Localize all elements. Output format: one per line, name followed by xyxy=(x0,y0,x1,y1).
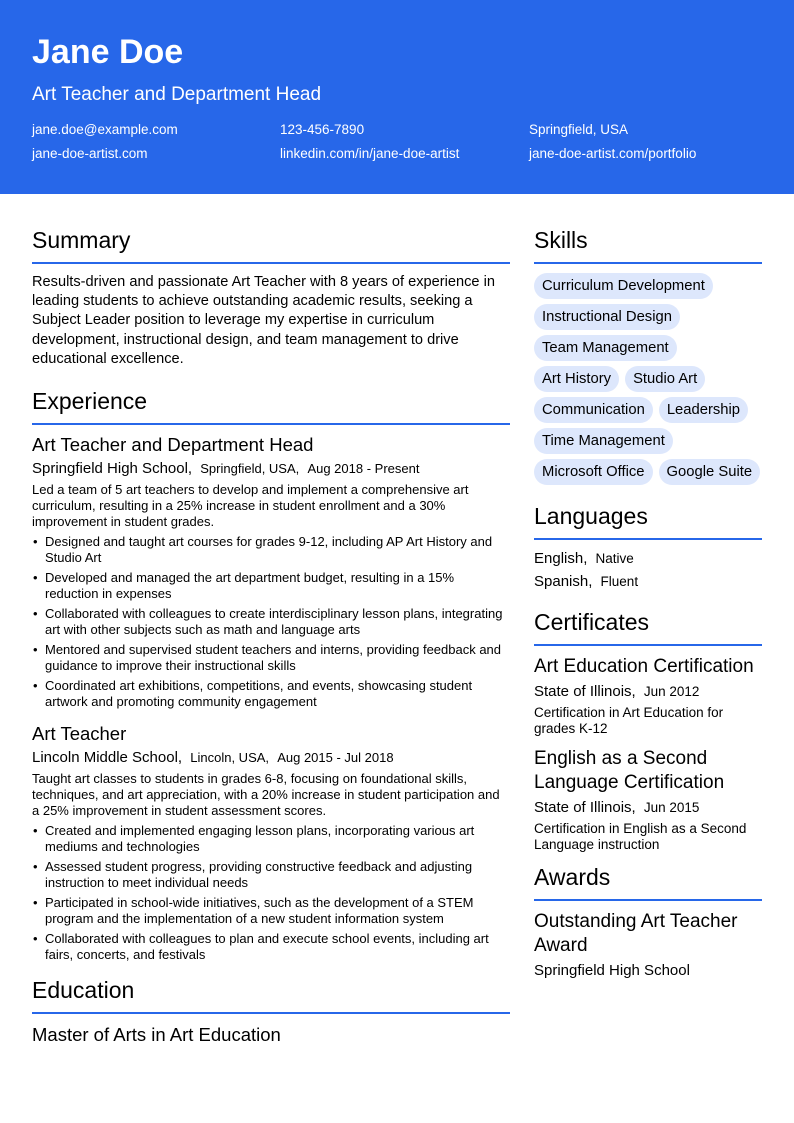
certificate-issuer: State of Illinois, xyxy=(534,799,636,816)
certificates-section xyxy=(534,608,762,853)
award-title: Outstanding Art Teacher Award xyxy=(534,911,738,956)
awards-heading: Awards xyxy=(534,863,762,901)
certificate-meta xyxy=(534,682,762,702)
contact-linkedin[interactable]: linkedin.com/in/jane-doe-artist xyxy=(280,146,460,161)
main-column xyxy=(32,226,510,1046)
certificates-heading: Certificates xyxy=(534,608,762,646)
job-entry xyxy=(32,723,510,963)
job-bullet: • Participated in school-wide initiatives, such as the development of a STEM program and the implementation of a new student information system xyxy=(32,895,510,927)
job-meta xyxy=(32,459,510,479)
contact-phone[interactable]: 123-456-7890 xyxy=(280,122,365,137)
language-item xyxy=(534,572,762,592)
job-title: Art Teacher and Department Head xyxy=(32,434,314,456)
skills-heading: Skills xyxy=(534,226,762,264)
certificate-item xyxy=(534,747,762,853)
certificate-title: English as a Second Language Certification xyxy=(534,748,725,793)
skill-chip: Instructional Design xyxy=(534,304,680,330)
language-item xyxy=(534,549,762,569)
certificate-issuer: State of Illinois, xyxy=(534,683,636,700)
job-org: Springfield High School, xyxy=(32,460,193,478)
job-description: Led a team of 5 art teachers to develop and implement a comprehensive art curriculum, resulting in a 25% increase in student enrollment and a 30% improvement in student grades. xyxy=(32,482,469,530)
experience-section xyxy=(32,387,510,963)
job-title: Art Teacher xyxy=(32,723,127,745)
job-entry xyxy=(32,434,510,710)
job-description: Taught art classes to students in grades 6-8, focusing on foundational skills, techniques, and art appreciation, with a 20% increase in student participation and a 25% improvement in student assessment scores. xyxy=(32,771,500,819)
skill-chip: Studio Art xyxy=(625,366,705,392)
job-bullet: • Designed and taught art courses for grades 9-12, including AP Art History and Studio Art xyxy=(32,534,510,566)
job-bullet: • Mentored and supervised student teachers and interns, providing feedback and guidance to improve their instructional skills xyxy=(32,642,510,674)
job-dates: Aug 2015 - Jul 2018 xyxy=(277,750,394,766)
contact-location: Springfield, USA xyxy=(529,122,629,137)
job-bullet: • Coordinated art exhibitions, competitions, and events, showcasing student artwork and promoting community engagement xyxy=(32,678,510,710)
certificate-meta xyxy=(534,798,762,818)
languages-section xyxy=(534,502,762,592)
contact-website[interactable]: jane-doe-artist.com xyxy=(32,146,148,161)
summary-heading: Summary xyxy=(32,226,510,264)
contact-email[interactable]: jane.doe@example.com xyxy=(32,122,178,137)
language-level: Native xyxy=(595,551,634,566)
skill-chip: Leadership xyxy=(659,397,748,423)
side-column xyxy=(534,226,762,981)
skill-chip: Team Management xyxy=(534,335,677,361)
summary-section xyxy=(32,226,510,369)
skills-list xyxy=(534,273,762,485)
certificate-description: Certification in Art Education for grades K-12 xyxy=(534,705,724,736)
job-bullet: • Collaborated with colleagues to plan and execute school events, including art fairs, concerts, and festivals xyxy=(32,931,510,963)
certificate-date: Jun 2012 xyxy=(643,684,700,699)
certificate-item xyxy=(534,655,762,737)
job-dates: Aug 2018 - Present xyxy=(307,461,420,477)
skill-chip: Curriculum Development xyxy=(534,273,713,299)
job-bullet: • Assessed student progress, providing constructive feedback and adjusting instruction to meet individual needs xyxy=(32,859,510,891)
skill-chip: Microsoft Office xyxy=(534,459,653,485)
skill-chip: Google Suite xyxy=(659,459,761,485)
language-name: English, xyxy=(534,550,588,567)
skill-chip: Art History xyxy=(534,366,619,392)
summary-text: Results-driven and passionate Art Teacher with 8 years of experience in leading students to achieve outstanding academic results, seeking a Subject Leader position to leverage my expertise in curriculum development, instructional design, and team management to drive educational excellence. xyxy=(32,274,495,367)
candidate-name: Jane Doe xyxy=(32,33,184,71)
awards-section xyxy=(534,863,762,981)
certificate-date: Jun 2015 xyxy=(643,800,700,815)
job-bullets xyxy=(32,823,510,963)
certificate-description: Certification in English as a Second Language instruction xyxy=(534,821,747,852)
language-level: Fluent xyxy=(600,574,639,589)
education-heading: Education xyxy=(32,976,510,1014)
job-location: Springfield, USA, xyxy=(200,461,300,477)
job-location: Lincoln, USA, xyxy=(190,750,270,766)
skill-chip: Communication xyxy=(534,397,653,423)
job-org: Lincoln Middle School, xyxy=(32,749,183,767)
resume-header xyxy=(0,0,794,194)
candidate-title: Art Teacher and Department Head xyxy=(32,84,322,105)
job-bullet: • Created and implemented engaging lesson plans, incorporating various art mediums and technologies xyxy=(32,823,510,855)
language-name: Spanish, xyxy=(534,573,593,590)
contact-portfolio[interactable]: jane-doe-artist.com/portfolio xyxy=(529,146,697,161)
experience-heading: Experience xyxy=(32,387,510,425)
education-degree: Master of Arts in Art Education xyxy=(32,1024,281,1046)
skill-chip: Time Management xyxy=(534,428,673,454)
award-org: Springfield High School xyxy=(534,962,690,979)
languages-heading: Languages xyxy=(534,502,762,540)
certificate-title: Art Education Certification xyxy=(534,656,754,677)
skills-section xyxy=(534,226,762,485)
job-bullet: • Developed and managed the art department budget, resulting in a 15% reduction in expenses xyxy=(32,570,510,602)
job-meta xyxy=(32,748,510,768)
education-section xyxy=(32,976,510,1046)
job-bullet: • Collaborated with colleagues to create interdisciplinary lesson plans, integrating art with other subjects such as math and language arts xyxy=(32,606,510,638)
job-bullets xyxy=(32,534,510,710)
